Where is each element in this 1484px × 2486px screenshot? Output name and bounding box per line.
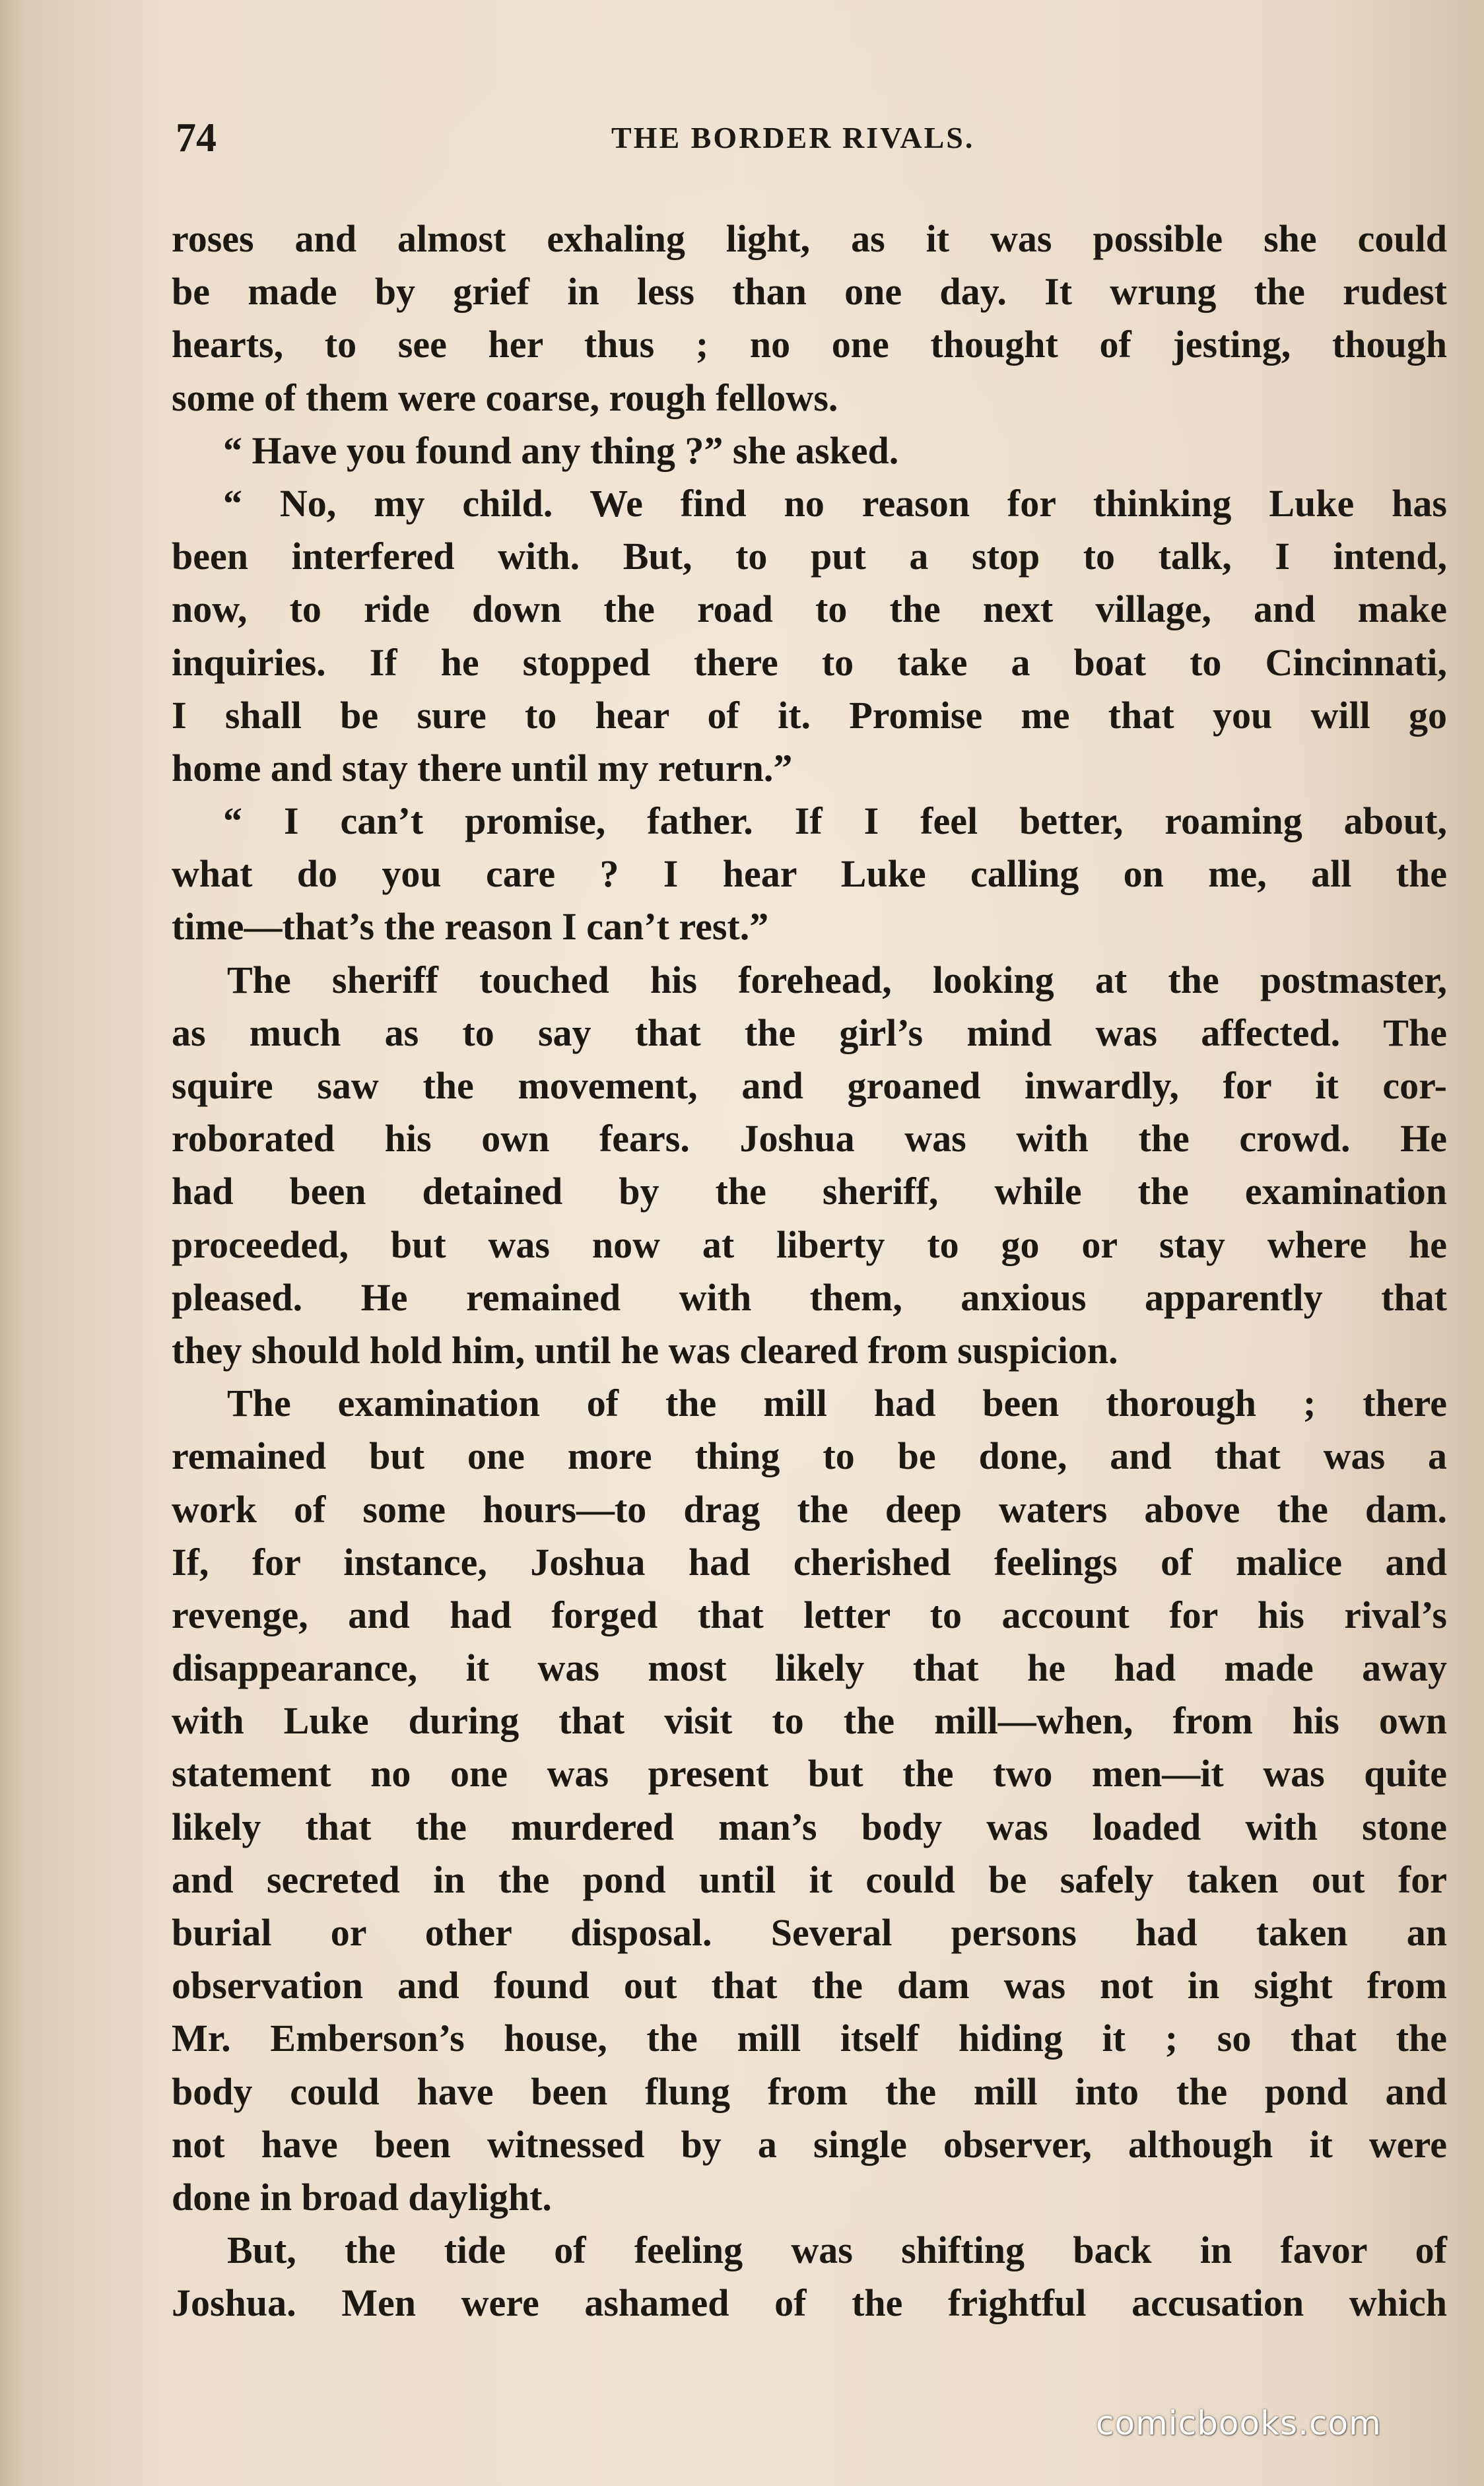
watermark: comicbooks.com — [1096, 2404, 1382, 2442]
text-line: they should hold him, until he was cleared from suspicion. — [172, 1328, 1118, 1372]
text-line: be made by grief in less than one day. It wrung the rudest — [172, 270, 1447, 314]
text-line: statement no one was present but the two men—it was quite — [172, 1752, 1447, 1796]
text-line: The examination of the mill had been thorough ; there — [227, 1382, 1447, 1425]
running-head: THE BORDER RIVALS. — [611, 121, 975, 154]
text-line: disappearance, it was most likely that he had made away — [172, 1646, 1447, 1690]
text-line: some of them were coarse, rough fellows. — [172, 376, 838, 419]
text-line: as much as to say that the girl’s mind was affected. The — [172, 1011, 1447, 1054]
text-line: had been detained by the sheriff, while the examination — [172, 1170, 1447, 1213]
page-number: 74 — [176, 116, 217, 160]
text-line: with Luke during that visit to the mill—when, from his own — [172, 1699, 1447, 1743]
text-line: pleased. He remained with them, anxious apparently that — [172, 1275, 1447, 1319]
text-line: time—that’s the reason I can’t rest.” — [172, 905, 769, 949]
text-line: “ No, my child. We find no reason for thinking Luke has — [223, 481, 1447, 525]
text-line: what do you care ? I hear Luke calling on me, all the — [172, 852, 1447, 896]
text-line: revenge, and had forged that letter to account for his rival’s — [172, 1593, 1447, 1636]
text-line: Joshua. Men were ashamed of the frightful accusation which — [172, 2281, 1447, 2325]
text-line: “ Have you found any thing ?” she asked. — [223, 428, 899, 472]
text-line: hearts, to see her thus ; no one thought of jesting, though — [172, 323, 1447, 366]
text-line: roses and almost exhaling light, as it was possible she could — [172, 217, 1447, 260]
text-line: squire saw the movement, and groaned inwardly, for it cor- — [172, 1064, 1447, 1107]
text-line: home and stay there until my return.” — [172, 746, 793, 789]
body-text — [172, 213, 1447, 2330]
text-line: been interfered with. But, to put a stop to talk, I intend, — [172, 535, 1447, 578]
text-line: The sheriff touched his forehead, looking at the postmaster, — [227, 958, 1447, 1001]
text-line: and secreted in the pond until it could be safely taken out for — [172, 1858, 1447, 1901]
text-line: proceeded, but was now at liberty to go or stay where he — [172, 1223, 1447, 1266]
text-line: work of some hours—to drag the deep waters above the dam. — [172, 1487, 1447, 1531]
text-line: not have been witnessed by a single observer, although it were — [172, 2122, 1447, 2166]
text-line: roborated his own fears. Joshua was with the crowd. He — [172, 1117, 1447, 1160]
text-line: Mr. Emberson’s house, the mill itself hiding it ; so that the — [172, 2017, 1447, 2060]
text-line: observation and found out that the dam was not in sight from — [172, 1964, 1447, 2007]
text-line: remained but one more thing to be done, and that was a — [172, 1434, 1447, 1478]
text-line: body could have been flung from the mill into the pond and — [172, 2069, 1447, 2113]
text-line: likely that the murdered man’s body was loaded with stone — [172, 1805, 1447, 1848]
text-line: But, the tide of feeling was shifting back in favor of — [227, 2229, 1447, 2272]
text-line: now, to ride down the road to the next village, and make — [172, 588, 1447, 631]
text-line: burial or other disposal. Several persons had taken an — [172, 1911, 1447, 1954]
page-edge-shadow — [0, 0, 26, 2486]
text-line: If, for instance, Joshua had cherished feelings of malice and — [172, 1540, 1447, 1584]
text-line: inquiries. If he stopped there to take a boat to Cincinnati, — [172, 640, 1447, 684]
text-line: I shall be sure to hear of it. Promise me that you will go — [172, 693, 1447, 737]
page-header — [176, 108, 1443, 168]
text-line: done in broad daylight. — [172, 2175, 552, 2219]
text-line: “ I can’t promise, father. If I feel better, roaming about, — [223, 799, 1447, 843]
